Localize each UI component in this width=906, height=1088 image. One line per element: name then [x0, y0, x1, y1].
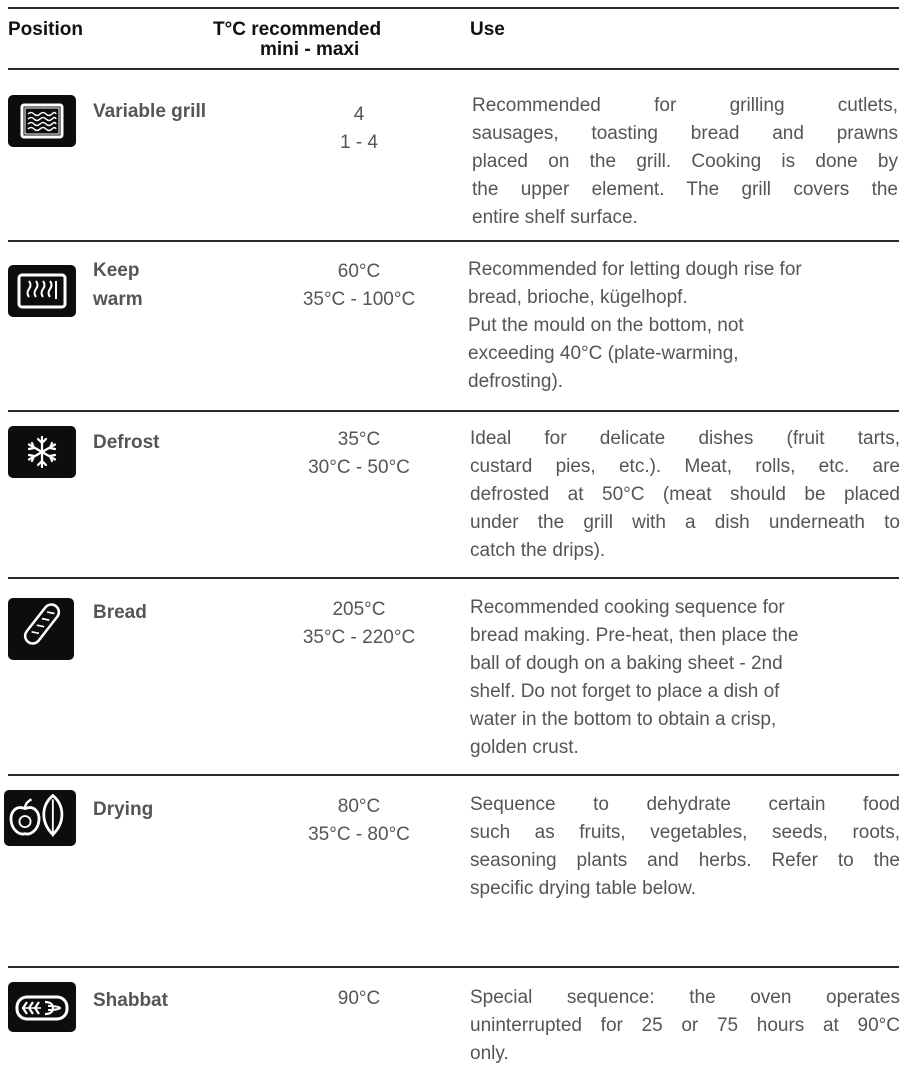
apple-leaf-icon	[4, 790, 76, 846]
use-line: shelf. Do not forget to place a dish of	[470, 681, 780, 702]
use-line: seasoning plants and herbs. Refer to the	[470, 850, 900, 871]
temperature-values	[265, 793, 453, 849]
temperature-values	[265, 101, 453, 157]
use-description	[470, 594, 900, 762]
bread-icon	[8, 598, 74, 660]
row-divider	[8, 774, 899, 776]
column-header-position: Position	[8, 19, 83, 40]
use-line: the upper element. The grill covers the	[472, 179, 898, 200]
use-line: ball of dough on a baking sheet - 2nd	[470, 653, 783, 674]
mode-name: Bread	[93, 602, 147, 623]
use-description	[470, 984, 900, 1068]
temperature-values	[265, 985, 453, 1013]
mode-name-line2: warm	[93, 289, 143, 310]
row-divider	[8, 577, 899, 579]
use-line: entire shelf surface.	[472, 207, 638, 228]
use-line: Sequence to dehydrate certain food	[470, 794, 900, 815]
temperature-recommended: 35°C	[337, 429, 381, 450]
temperature-range: 1 - 4	[339, 132, 379, 153]
mode-name-line1: Keep	[93, 260, 140, 281]
use-line: water in the bottom to obtain a crisp,	[470, 709, 777, 730]
temperature-values	[265, 258, 453, 314]
keep-warm-icon	[8, 265, 76, 317]
use-description	[470, 425, 900, 565]
use-line: bread, brioche, kügelhopf.	[468, 287, 688, 308]
snowflake-icon	[8, 426, 76, 478]
use-line: specific drying table below.	[470, 878, 697, 899]
temperature-recommended: 205°C	[332, 599, 386, 620]
temperature-recommended: 80°C	[337, 796, 381, 817]
use-line: catch the drips).	[470, 540, 606, 561]
use-line: golden crust.	[470, 737, 579, 758]
use-line: sausages, toasting bread and prawns	[472, 123, 898, 144]
temperature-header-line2: mini - maxi	[260, 39, 360, 60]
header-divider	[8, 68, 899, 70]
use-line: defrosted at 50°C (meat should be placed	[470, 484, 900, 505]
use-line: bread making. Pre-heat, then place the	[470, 625, 799, 646]
use-line: only.	[470, 1043, 509, 1064]
use-description	[472, 92, 898, 232]
use-line: placed on the grill. Cooking is done by	[472, 151, 898, 172]
row-divider	[8, 966, 899, 968]
temperature-range: 35°C - 100°C	[302, 289, 416, 310]
use-line: Recommended for grilling cutlets,	[472, 95, 898, 116]
shabbat-icon	[8, 982, 76, 1032]
temperature-range: 30°C - 50°C	[308, 457, 410, 478]
mode-name	[93, 256, 143, 314]
use-line: Special sequence: the oven operates	[470, 987, 900, 1008]
use-line: Ideal for delicate dishes (fruit tarts,	[470, 428, 900, 449]
use-line: such as fruits, vegetables, seeds, roots,	[470, 822, 900, 843]
grill-icon	[8, 95, 76, 147]
mode-name: Drying	[93, 799, 154, 820]
use-line: under the grill with a dish underneath to	[470, 512, 900, 533]
temperature-recommended: 60°C	[337, 261, 381, 282]
temperature-values	[265, 426, 453, 482]
use-line: uninterrupted for 25 or 75 hours at 90°C	[470, 1015, 900, 1036]
use-line: defrosting).	[468, 371, 564, 392]
temperature-recommended: 4	[353, 104, 365, 125]
row-divider	[8, 410, 899, 412]
use-line: Put the mould on the bottom, not	[468, 315, 744, 336]
use-line: Recommended cooking sequence for	[470, 597, 785, 618]
temperature-values	[265, 596, 453, 652]
mode-name: Shabbat	[93, 990, 168, 1011]
temperature-header-line1: T°C recommended	[213, 19, 382, 40]
temperature-range: 35°C - 80°C	[308, 824, 410, 845]
column-header-temperature	[213, 20, 381, 60]
mode-name: Variable grill	[93, 101, 206, 122]
use-line: Recommended for letting dough rise for	[468, 259, 802, 280]
use-description	[470, 791, 900, 903]
row-divider	[8, 240, 899, 242]
mode-name: Defrost	[93, 432, 160, 453]
column-header-use: Use	[470, 19, 505, 40]
use-line: custard pies, etc.). Meat, rolls, etc. are	[470, 456, 900, 477]
temperature-recommended: 90°C	[337, 988, 381, 1009]
temperature-range: 35°C - 220°C	[302, 627, 416, 648]
use-line: exceeding 40°C (plate-warming,	[468, 343, 739, 364]
top-border	[8, 7, 899, 9]
use-description	[468, 256, 900, 396]
